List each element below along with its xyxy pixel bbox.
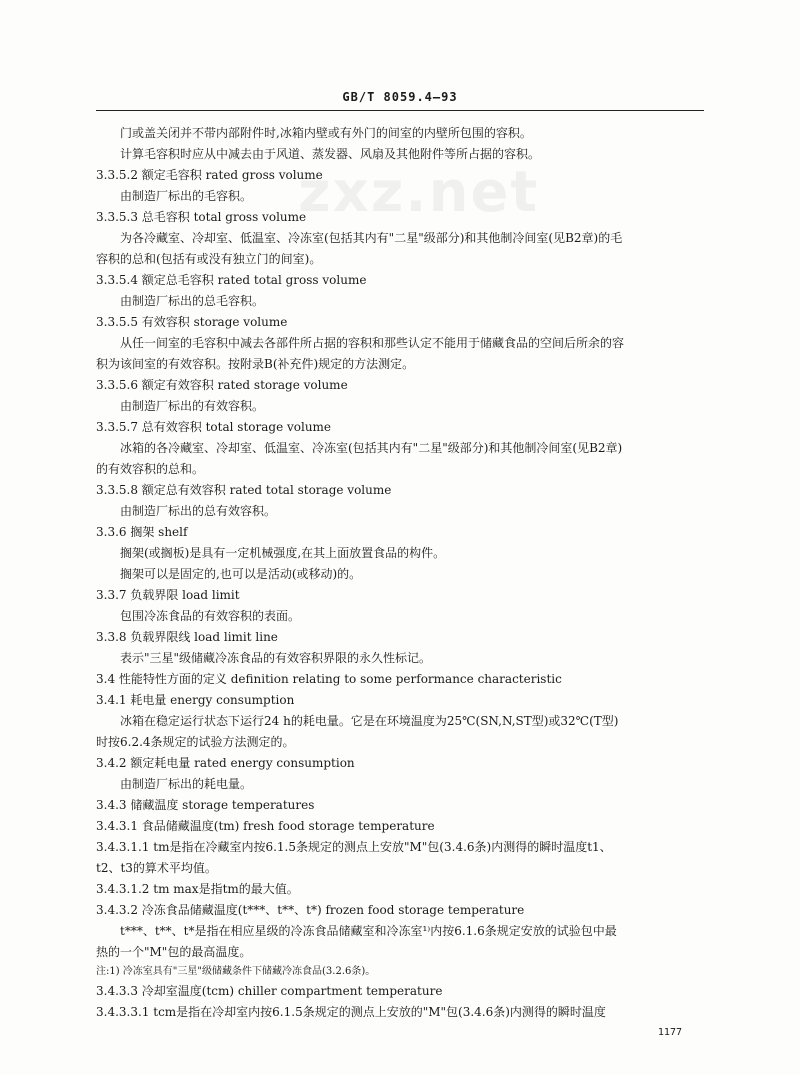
section-heading: 3.4.3 储藏温度 storage temperatures (96, 798, 315, 812)
body-line: 包围冷冻食品的有效容积的表面。 (120, 609, 301, 623)
body-line: 冰箱的各冷藏室、冷却室、低温室、冷冻室(包括其内有"二星"级部分)和其他制冷间室(见B2章) (120, 441, 623, 455)
section-heading: 3.3.5.6 额定有效容积 rated storage volume (96, 378, 348, 392)
section-heading: 3.3.5.8 额定总有效容积 rated total storage volume (96, 483, 392, 497)
section-heading: 3.4.3.3 冷却室温度(tcm) chiller compartment temperature (96, 984, 443, 998)
document-body (96, 123, 710, 1023)
section-heading: 3.3.5.4 额定总毛容积 rated total gross volume (96, 273, 367, 287)
body-line: 由制造厂标出的总有效容积。 (120, 504, 277, 518)
section-heading: 3.4.3.1 食品储藏温度(tm) fresh food storage temperature (96, 819, 435, 833)
section-heading: 3.4.1 耗电量 energy consumption (96, 693, 295, 707)
section-heading: 3.3.7 负载界限 load limit (96, 588, 240, 602)
section-heading: 3.3.5.3 总毛容积 total gross volume (96, 210, 307, 224)
header-rule (96, 110, 704, 111)
body-line: 从任一间室的毛容积中减去各部件所占据的容积和那些认定不能用于储藏食品的空间后所余的容 (120, 336, 625, 350)
body-line: 由制造厂标出的毛容积。 (120, 189, 253, 203)
body-line: 积为该间室的有效容积。按附录B(补充件)规定的方法测定。 (96, 357, 415, 371)
section-heading: 3.3.5.2 额定毛容积 rated gross volume (96, 168, 323, 182)
body-line: 由制造厂标出的有效容积。 (120, 399, 265, 413)
section-heading: 3.4.2 额定耗电量 rated energy consumption (96, 756, 355, 770)
body-line: 由制造厂标出的耗电量。 (120, 777, 253, 791)
section-heading: 3.4.3.3.1 tcm是指在冷却室内按6.1.5条规定的测点上安放的"M"包(3.4.6条)内测得的瞬时温度 (96, 1005, 606, 1019)
page-number: 1177 (657, 1027, 682, 1038)
section-heading: 3.3.8 负载界限线 load limit line (96, 630, 278, 644)
body-line: 热的一个"M"包的最高温度。 (96, 945, 252, 959)
footnote: 注:1) 冷冻室具有"三星"级储藏条件下储藏冷冻食品(3.2.6条)。 (96, 966, 376, 977)
body-line: t2、t3的算术平均值。 (96, 861, 217, 875)
body-line: 门或盖关闭并不带内部附件时,冰箱内壁或有外门的间室的内壁所包围的容积。 (120, 126, 532, 140)
section-heading: 3.3.5.7 总有效容积 total storage volume (96, 420, 332, 434)
section-heading: 3.3.6 搁架 shelf (96, 525, 188, 539)
section-heading: 3.4.3.1.2 tm max是指tm的最大值。 (96, 882, 299, 896)
body-line: 为各冷藏室、冷却室、低温室、冷冻室(包括其内有"二星"级部分)和其他制冷间室(见B2章)的毛 (120, 231, 623, 245)
watermark: zxz.net (298, 160, 540, 225)
section-heading: 3.4 性能特性方面的定义 definition relating to some performance characteristic (96, 672, 562, 686)
body-line: 表示"三星"级储藏冷冻食品的有效容积界限的永久性标记。 (120, 651, 432, 665)
body-line: 时按6.2.4条规定的试验方法测定的。 (96, 735, 295, 749)
body-line: 计算毛容积时应从中减去由于风道、蒸发器、风扇及其他附件等所占据的容积。 (120, 147, 541, 161)
section-heading: 3.3.5.5 有效容积 storage volume (96, 315, 288, 329)
body-line: t***、t**、t*是指在相应星级的冷冻食品储藏室和冷冻室¹⁾内按6.1.6条规定安放的试验包中最 (120, 924, 617, 938)
body-line: 搁架可以是固定的,也可以是活动(或移动)的。 (120, 567, 362, 581)
body-line: 容积的总和(包括有或没有独立门的间室)。 (96, 252, 322, 266)
body-line: 由制造厂标出的总毛容积。 (120, 294, 265, 308)
section-heading: 3.4.3.2 冷冻食品储藏温度(t***、t**、t*) frozen food storage temperature (96, 903, 525, 917)
section-heading: 3.4.3.1.1 tm是指在冷藏室内按6.1.5条规定的测点上安放"M"包(3.4.6条)内测得的瞬时温度t1、 (96, 840, 612, 854)
page-header: GB/T 8059.4—93 (342, 90, 458, 104)
body-line: 的有效容积的总和。 (96, 462, 205, 476)
body-line: 搁架(或搁板)是具有一定机械强度,在其上面放置食品的构件。 (120, 546, 446, 560)
body-line: 冰箱在稳定运行状态下运行24 h的耗电量。它是在环境温度为25℃(SN,N,ST型)或32℃(T型) (120, 714, 619, 728)
